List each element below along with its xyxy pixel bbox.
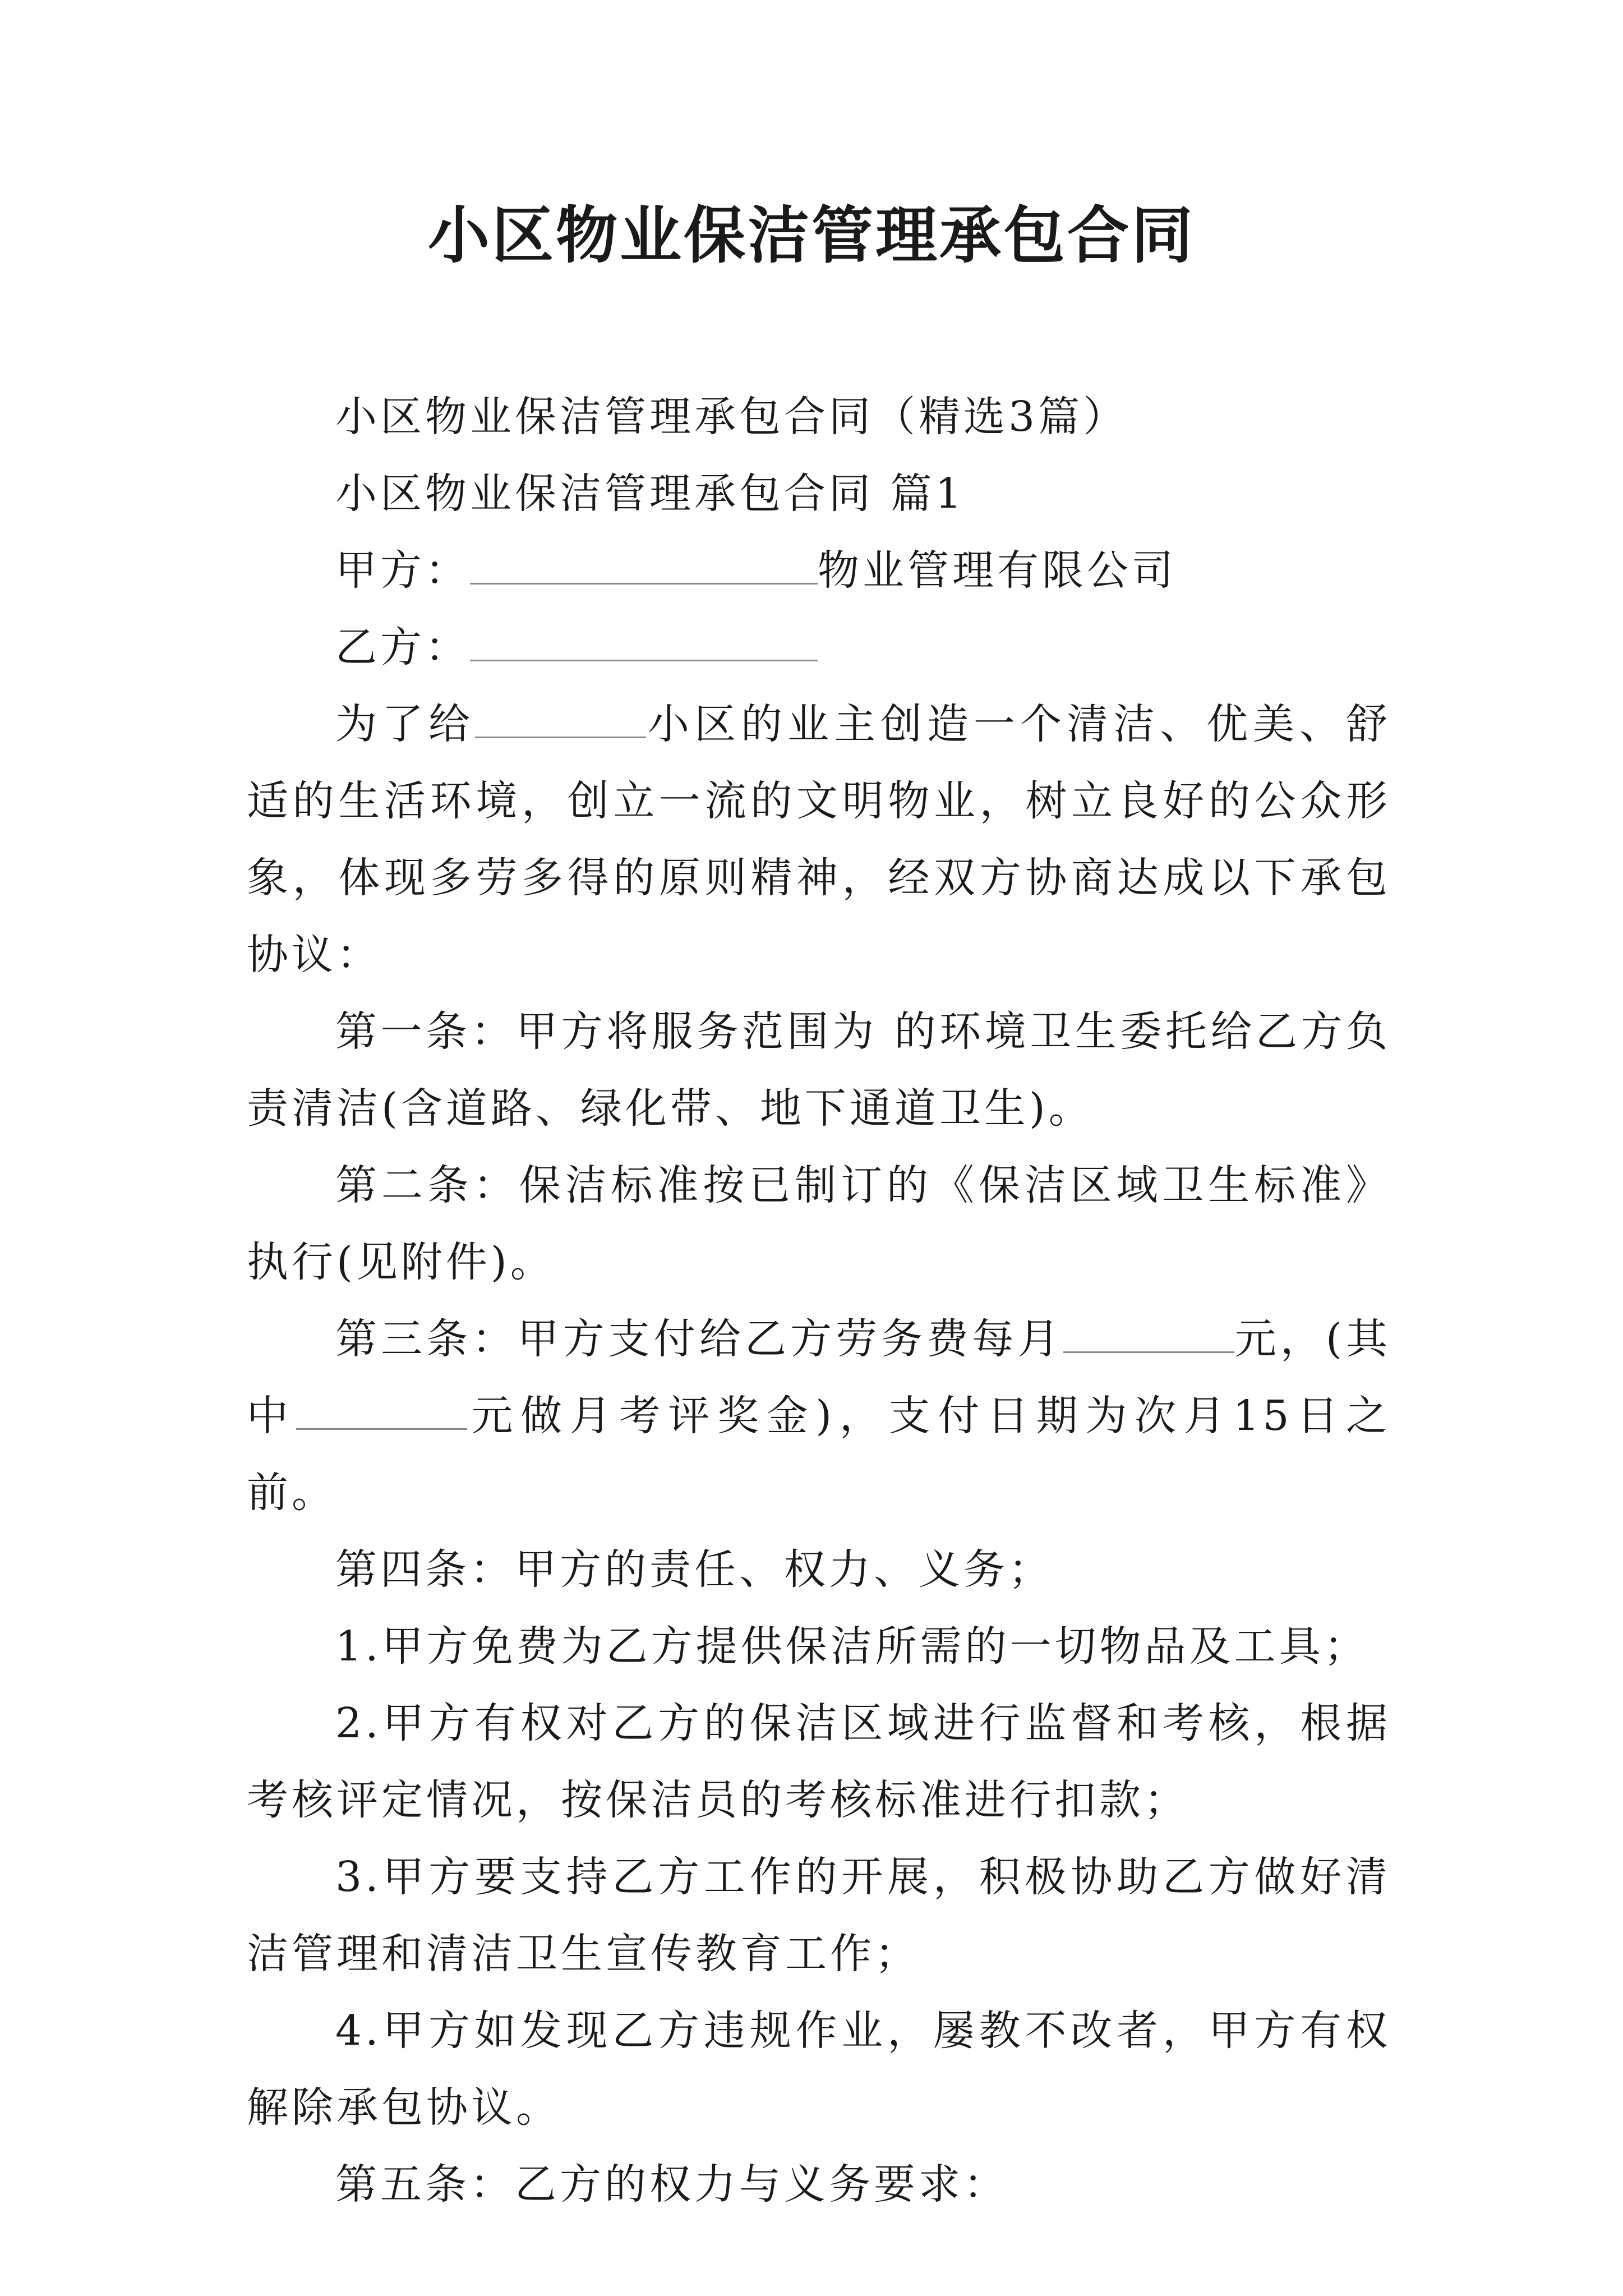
document-title: 小区物业保洁管理承包合同	[428, 199, 1195, 272]
party-b-blank	[470, 616, 818, 661]
party-a-blank	[470, 539, 818, 585]
document-subtitle: 小区物业保洁管理承包合同（精选3篇）	[335, 393, 1128, 441]
party-a-suffix: 物业管理有限公司	[818, 546, 1177, 595]
intro-paragraph	[247, 686, 1391, 993]
article-4-item-2: 2.甲方有权对乙方的保洁区域进行监督和考核，根据考核评定情况，按保洁员的考核标准进行扣款；	[247, 1699, 1391, 1824]
article-4-item-1: 1.甲方免费为乙方提供保洁所需的一切物品及工具；	[335, 1622, 1369, 1671]
article-4: 第四条：甲方的责任、权力、义务；	[335, 1545, 1053, 1594]
bonus-amount-blank	[296, 1384, 467, 1430]
article-1: 第一条：甲方将服务范围为 的环境卫生委托给乙方负责清洁(含道路、绿化带、地下通道卫生)。	[247, 1007, 1391, 1133]
article-5: 第五条：乙方的权力与义务要求：	[335, 2160, 1008, 2208]
section-heading: 小区物业保洁管理承包合同 篇1	[335, 470, 965, 518]
party-b-line	[247, 609, 1391, 686]
party-a-line	[247, 532, 1391, 609]
article-2: 第二条：保洁标准按已制订的《保洁区域卫生标准》执行(见附件)。	[247, 1161, 1391, 1286]
article-4-item-4: 4.甲方如发现乙方违规作业，屡教不改者，甲方有权解除承包协议。	[247, 2007, 1391, 2132]
intro-prefix: 为了给	[335, 700, 475, 748]
document-body	[247, 379, 1391, 2223]
article-3-mid: 元，(其中	[247, 1315, 1391, 1440]
monthly-fee-blank	[1063, 1308, 1234, 1353]
intro-rest: 小区的业主创造一个清洁、优美、舒适的生活环境，创立一流的文明物业，树立良好的公众形象，体现多劳多得的原则精神，经双方协商达成以下承包协议：	[247, 700, 1391, 979]
article-3-prefix: 第三条：甲方支付给乙方劳务费每月	[335, 1315, 1063, 1363]
article-3-suffix: 元做月考评奖金)，支付日期为次月15日之前。	[247, 1392, 1391, 1517]
community-name-blank	[475, 693, 646, 738]
article-3	[247, 1301, 1391, 1531]
party-b-label: 乙方：	[335, 623, 470, 671]
party-a-label: 甲方：	[335, 546, 470, 595]
article-4-item-3: 3.甲方要支持乙方工作的开展，积极协助乙方做好清洁管理和清洁卫生宣传教育工作；	[247, 1853, 1391, 1978]
